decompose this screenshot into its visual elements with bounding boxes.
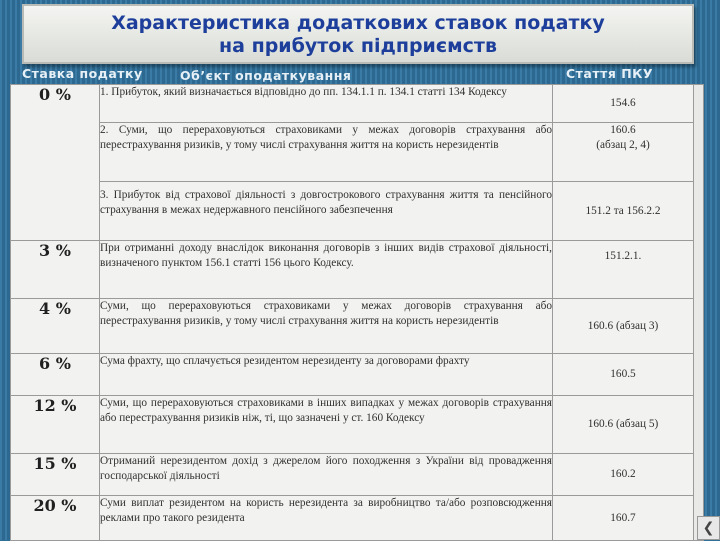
article-line: (абзац 2, 4)	[596, 139, 650, 151]
back-button[interactable]	[697, 516, 720, 540]
object-cell: Суми, що перераховуються страховиками в інших випадках у межах договорів страхування або перестрахування ризиків ніж, ті, що зазначені у ст. 160 Кодексу	[100, 396, 553, 454]
object-cell: 2. Суми, що перераховуються страховиками у межах договорів страхування або перестрахування ризиків, у тому числі страхування життя на користь нерезидентів	[100, 123, 553, 182]
table-row	[11, 396, 704, 454]
rate-cell: 15 %	[11, 454, 100, 496]
table-row	[11, 354, 704, 396]
article-cell: 160.6 (абзац 3)	[553, 299, 694, 354]
object-cell: При отриманні доходу внаслідок виконання договорів з інших видів страхової діяльності, визначеного пунктом 156.1 статті 156 цього Кодексу.	[100, 241, 553, 299]
article-cell	[553, 123, 694, 182]
object-cell: Сума фрахту, що сплачується резидентом нерезиденту за договорами фрахту	[100, 354, 553, 396]
object-cell: Суми, що перераховуються страховиками у межах договорів страхування або перестрахування ризиків, у тому числі страхування життя на користь нерезидентів	[100, 299, 553, 354]
article-line: 160.6	[610, 124, 636, 136]
article-cell: 160.2	[553, 454, 694, 496]
tax-rates-table	[10, 84, 704, 541]
right-edge-strip	[694, 85, 704, 541]
table-row	[11, 454, 704, 496]
back-arrow-icon: ❮	[702, 520, 715, 536]
table-row	[11, 123, 704, 182]
article-cell: 151.2.1.	[553, 241, 694, 299]
object-cell: Отриманий нерезидентом дохід з джерелом його походження з України від провадження господарської діяльності	[100, 454, 553, 496]
rate-cell: 3 %	[11, 241, 100, 299]
rate-cell: 0 %	[11, 85, 100, 241]
table-row	[11, 241, 704, 299]
rate-cell: 6 %	[11, 354, 100, 396]
rate-cell: 12 %	[11, 396, 100, 454]
rate-cell: 20 %	[11, 496, 100, 541]
article-cell: 151.2 та 156.2.2	[553, 182, 694, 241]
article-cell: 160.6 (абзац 5)	[553, 396, 694, 454]
title-box	[22, 4, 694, 64]
table-row	[11, 182, 704, 241]
table-row	[11, 299, 704, 354]
page-title-line-1: Характеристика додаткових ставок податку	[111, 12, 605, 34]
article-cell: 160.5	[553, 354, 694, 396]
article-cell: 160.7	[553, 496, 694, 541]
object-cell: 3. Прибуток від страхової діяльності з довгострокового страхування життя та пенсійного страхування в межах недержавного пенсійного забезпечення	[100, 182, 553, 241]
column-header-article: Стаття ПКУ	[566, 66, 654, 81]
column-header-rate: Ставка податку	[22, 66, 143, 81]
object-cell: Суми виплат резидентом на користь нерезидента за виробництво та/або розповсюдження реклами про такого резидента	[100, 496, 553, 541]
column-header-object: Об’єкт оподаткування	[180, 68, 352, 83]
table-row	[11, 85, 704, 123]
table-row	[11, 496, 704, 541]
article-cell: 154.6	[553, 85, 694, 123]
object-cell: 1. Прибуток, який визначається відповідно до пп. 134.1.1 п. 134.1 статті 134 Кодексу	[100, 85, 553, 123]
page-title-line-2: на прибуток підприємств	[219, 35, 497, 57]
rate-cell: 4 %	[11, 299, 100, 354]
